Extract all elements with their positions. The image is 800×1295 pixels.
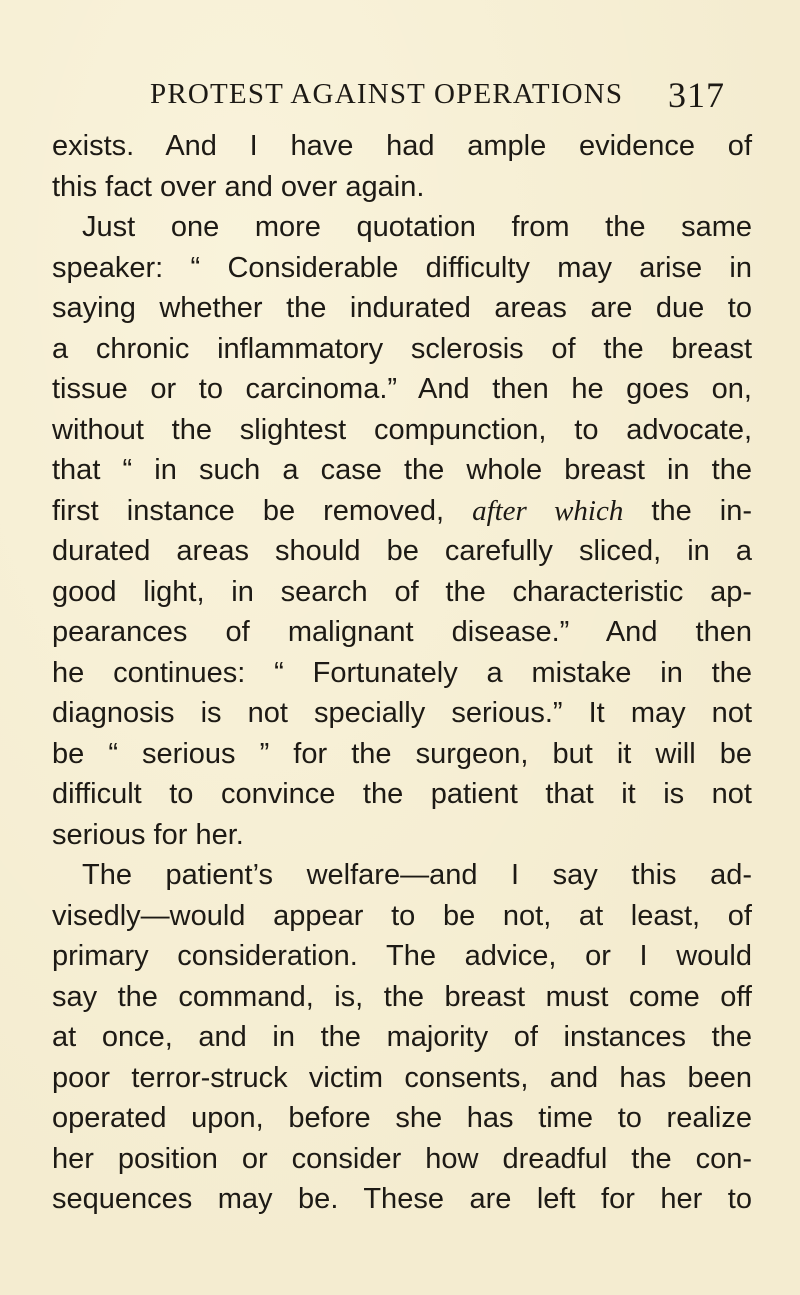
text-line: he continues: “ Fortunately a mistake in the <box>52 656 752 689</box>
body-text <box>52 126 752 1220</box>
italic-phrase: after which <box>472 494 624 527</box>
text-line: difficult to convince the patient that it is not <box>52 778 752 810</box>
text-line: tissue or to carcinoma.” And then he goes on, <box>52 373 752 405</box>
running-title: PROTEST AGAINST OPERATIONS <box>150 78 624 110</box>
text-line: that “ in such a case the whole breast in the <box>52 454 752 486</box>
text-line: serious for her. <box>52 818 244 851</box>
text-line: pearances of malignant disease.” And then <box>52 616 752 648</box>
running-head <box>0 68 800 118</box>
text-line: durated areas should be carefully sliced, in a <box>52 535 752 567</box>
text-line: The patient’s welfare—and I say this ad- <box>82 859 752 891</box>
text-line: good light, in search of the characteristic ap- <box>52 575 752 608</box>
text-line-with-italic <box>52 491 752 532</box>
text-line: speaker: “ Considerable difficulty may arise in <box>52 251 752 284</box>
text-line: without the slightest compunction, to advocate, <box>52 413 752 446</box>
text-line: at once, and in the majority of instances the <box>52 1021 752 1053</box>
text-segment: the in- <box>651 494 752 527</box>
text-line: diagnosis is not specially serious.” It may not <box>52 697 752 729</box>
text-line: her position or consider how dreadful the con- <box>52 1142 752 1175</box>
text-line: exists. And I have had ample evidence of <box>52 130 752 162</box>
text-line: operated upon, before she has time to realize <box>52 1102 752 1134</box>
text-line: visedly—would appear to be not, at least, of <box>52 899 752 932</box>
text-line: a chronic inflammatory sclerosis of the breast <box>52 332 752 365</box>
text-line: say the command, is, the breast must come off <box>52 980 752 1013</box>
text-line: sequences may be. These are left for her to <box>52 1183 752 1215</box>
text-line: poor terror-struck victim consents, and has been <box>52 1061 752 1094</box>
text-line: primary consideration. The advice, or I would <box>52 940 752 972</box>
text-line: saying whether the indurated areas are due to <box>52 292 752 324</box>
page-number: 317 <box>668 75 725 115</box>
text-line: this fact over and over again. <box>52 170 425 203</box>
text-line: be “ serious ” for the surgeon, but it will be <box>52 737 752 770</box>
text-line: Just one more quotation from the same <box>82 211 752 243</box>
text-segment: first instance be removed, <box>52 494 445 527</box>
